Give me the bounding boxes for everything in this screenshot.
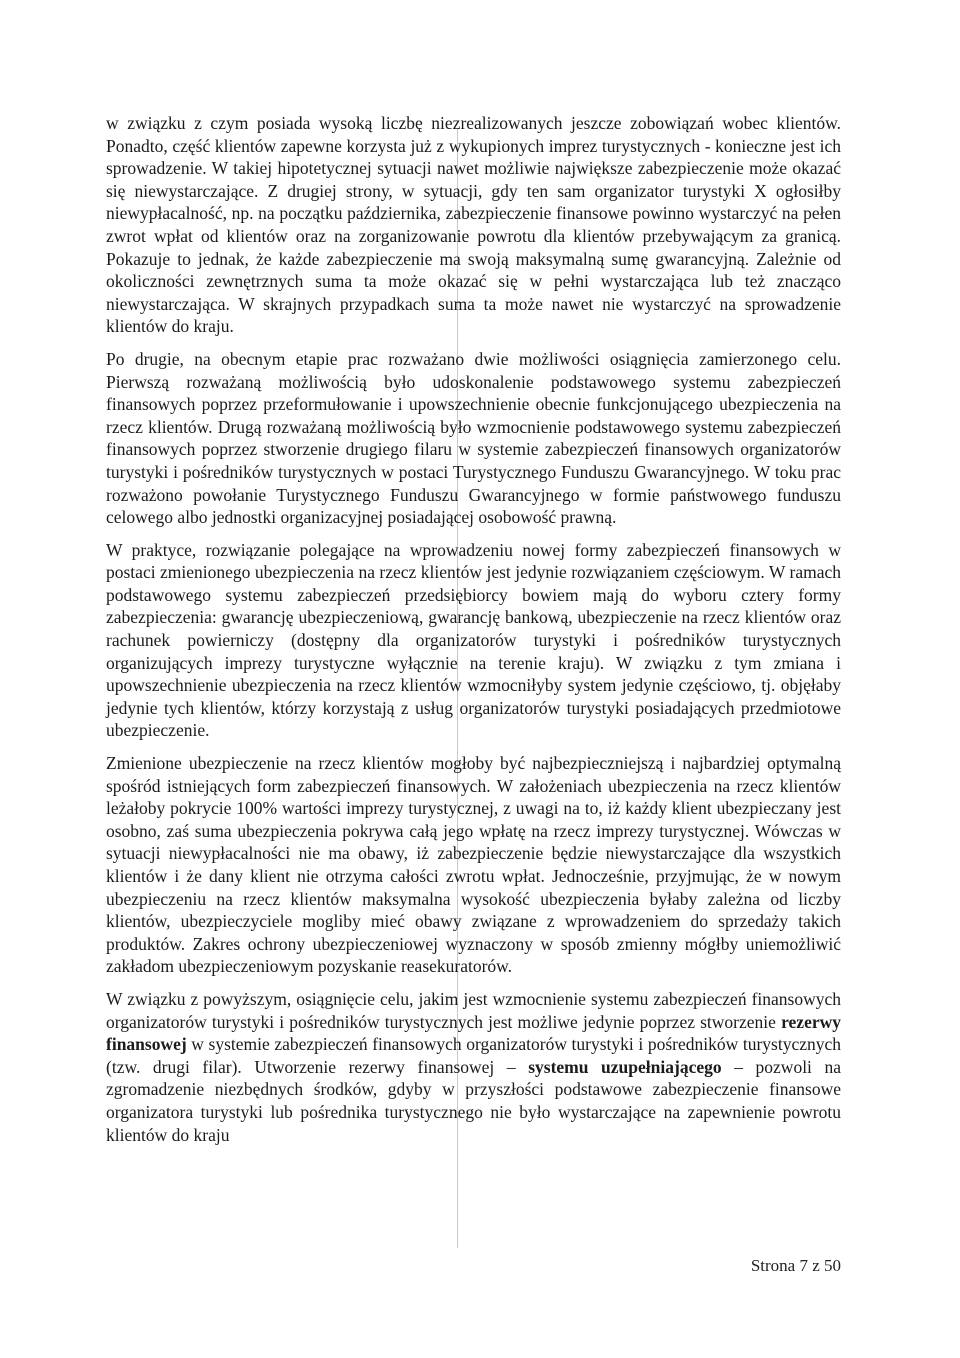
paragraph-4: Zmienione ubezpieczenie na rzecz klientów mogłoby być najbezpieczniejszą i najbardziej optymalną spośród istniejących form zabezpieczeń finansowych. W założeniach ubezpieczenia na rzecz klientów leżałoby pokrycie 100% wartości imprezy turystycznej, z uwagi na to, iż każdy klient ubezpieczany jest osobno, zaś suma ubezpieczenia pokrywa całą jego wpłatę na rzecz imprezy turystycznej. Wówczas w sytuacji niewypłacalności nie ma obawy, iż zabezpieczenie będzie niewystarczające dla wszystkich klientów i że dany klient nie otrzyma całości zwrotu wpłat. Jednocześnie, przyjmując, że w nowym ubezpieczeniu na rzecz klientów maksymalna wysokość ubezpieczenia byłaby zależna od liczby klientów, ubezpieczyciele mogliby mieć obawy związane z wprowadzeniem do sprzedaży takich produktów. Zakres ochrony ubezpieczeniowej wyznaczony w sposób zmienny mógłby uniemożliwić zakładom ubezpieczeniowym pozyskanie reasekuratorów.: [106, 753, 841, 977]
bold-term-reserve: rezerwy finansowej: [106, 1011, 841, 1055]
paragraph-5-text-b: w systemie zabezpieczeń finansowych organizatorów turystyki i pośredników turystycznych (tzw. drugi filar). Utworzenie rezerwy finansowej –: [106, 1034, 841, 1077]
bold-term-supplementary-system: systemu uzupełniającego: [528, 1056, 722, 1077]
paragraph-5: [106, 988, 841, 1146]
page-number: Strona 7 z 50: [750, 1256, 841, 1275]
paragraph-5-text-a: W związku z powyższym, osiągnięcie celu, jakim jest wzmocnienie systemu zabezpieczeń finansowych organizatorów turystyki i pośredników turystycznych jest możliwe jedynie poprzez stworzenie: [106, 988, 841, 1032]
document-page: [106, 112, 841, 1156]
paragraph-1: w związku z czym posiada wysoką liczbę niezrealizowanych jeszcze zobowiązań wobec klientów. Ponadto, część klientów zapewne korzysta już z wykupionych imprez turystycznych - konieczne jest ich sprowadzenie. W takiej hipotetycznej sytuacji nawet możliwie największe zabezpieczenie może okazać się niewystarczające. Z drugiej strony, w sytuacji, gdy ten sam organizator turystyki X ogłosiłby niewypłacalność, np. na początku października, zabezpieczenie finansowe powinno wystarczyć na pełen zwrot wpłat od klientów oraz na zorganizowanie powrotu dla klientów przebywającym za granicą. Pokazuje to jednak, że każde zabezpieczenie ma swoją maksymalną sumę gwarancyjną. Zależnie od okoliczności zewnętrznych suma ta może okazać się w pełni wystarczająca lub też znacząco niewystarczająca. W skrajnych przypadkach suma ta może nawet nie wystarczyć na sprowadzenie klientów do kraju.: [106, 113, 841, 337]
paragraph-2: Po drugie, na obecnym etapie prac rozważano dwie możliwości osiągnięcia zamierzonego celu. Pierwszą rozważaną możliwością było udoskonalenie podstawowego systemu zabezpieczeń finansowych poprzez przeformułowanie i upowszechnienie obecnie funkcjonującego ubezpieczenia na rzecz klientów. Drugą rozważaną możliwością było wzmocnienie podstawowego systemu zabezpieczeń finansowych poprzez stworzenie drugiego filaru w systemie zabezpieczeń finansowych organizatorów turystyki i pośredników turystycznych w postaci Turystycznego Funduszu Gwarancyjnego. W toku prac rozważono powołanie Turystycznego Funduszu Gwarancyjnego w formie państwowego funduszu celowego albo jednostki organizacyjnej posiadającej osobowość prawną.: [106, 348, 841, 528]
paragraph-5-text-c: – pozwoli na zgromadzenie niezbędnych środków, gdyby w przyszłości podstawowe zabezpieczenie finansowe organizatora turystyki lub pośrednika turystycznego nie było wystarczające na zapewnienie powrotu klientów do kraju: [106, 1056, 842, 1145]
paragraph-3: W praktyce, rozwiązanie polegające na wprowadzeniu nowej formy zabezpieczeń finansowych w postaci zmienionego ubezpieczenia na rzecz klientów jest jedynie rozwiązaniem częściowym. W ramach podstawowego systemu zabezpieczeń przedsiębiorcy bowiem mają do wyboru cztery formy zabezpieczenia: gwarancję ubezpieczeniową, gwarancję bankową, ubezpieczenie na rzecz klientów oraz rachunek powierniczy (dostępny dla organizatorów turystyki i pośredników turystycznych organizujących imprezy turystyczne wyłącznie na terenie kraju). W związku z tym zmiana i upowszechnienie ubezpieczenia na rzecz klientów wzmocniłyby system jedynie częściowo, tj. objęłaby jedynie tych klientów, którzy korzystają z usług organizatorów turystyki posiadających przedmiotowe ubezpieczenie.: [106, 539, 841, 741]
